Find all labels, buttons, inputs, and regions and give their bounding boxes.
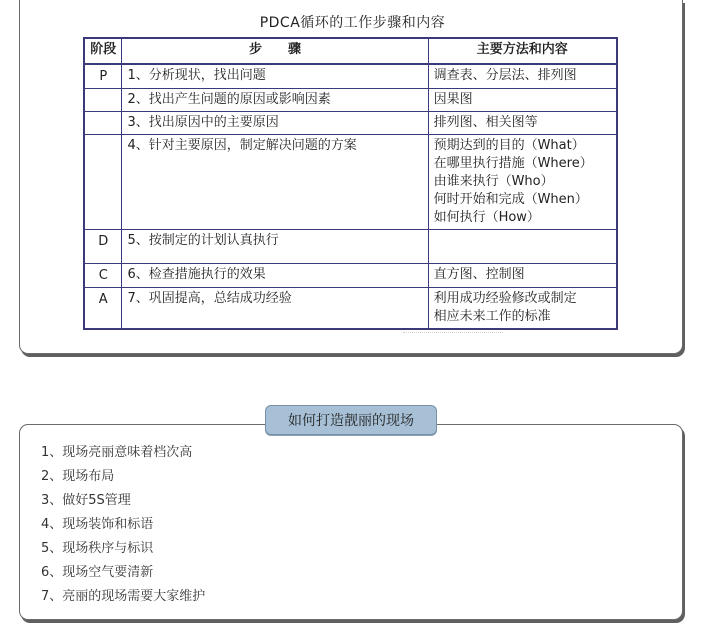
table-row	[84, 288, 617, 330]
list-item: 2、现场布局	[41, 469, 115, 484]
list-item: 3、做好5S管理	[41, 493, 131, 508]
stage-cell: A	[84, 288, 122, 330]
method-cell	[428, 112, 617, 135]
table-row	[84, 64, 617, 89]
list-item: 7、亮丽的现场需要大家维护	[41, 589, 206, 604]
method-line: 何时开始和完成（When）	[433, 192, 588, 207]
step-cell: 3、找出原因中的主要原因	[122, 112, 428, 135]
pdca-table-container	[83, 37, 619, 333]
method-cell	[428, 89, 617, 112]
stage-cell	[84, 89, 122, 112]
section-title-badge: 如何打造靓丽的现场	[265, 405, 437, 435]
method-line: 预期达到的目的（What）	[433, 138, 585, 153]
step-cell: 5、按制定的计划认真执行	[122, 230, 428, 264]
table-row	[84, 112, 617, 135]
method-line: 由谁来执行（Who）	[433, 174, 554, 189]
method-cell	[428, 264, 617, 288]
method-line: 相应未来工作的标准	[433, 309, 551, 324]
method-line: 因果图	[433, 92, 473, 107]
stage-cell: C	[84, 264, 122, 288]
header-step: 步 骤	[122, 38, 428, 64]
step-cell: 7、巩固提高，总结成功经验	[122, 288, 428, 330]
tips-list	[41, 441, 205, 609]
method-line: 如何执行（How）	[433, 210, 540, 225]
stage-cell	[84, 135, 122, 230]
method-cell	[428, 230, 617, 264]
list-item: 6、现场空气要清新	[41, 565, 154, 580]
pdca-table	[83, 37, 618, 330]
table-header-row	[84, 38, 617, 64]
method-cell	[428, 64, 617, 89]
table-row	[84, 230, 617, 264]
method-cell	[428, 288, 617, 330]
table-row	[84, 264, 617, 288]
stage-cell	[84, 112, 122, 135]
method-line: 直方图、控制图	[433, 267, 525, 282]
table-title: PDCA循环的工作步骤和内容	[259, 15, 446, 31]
step-cell: 4、针对主要原因，制定解决问题的方案	[122, 135, 428, 230]
list-item: 5、现场秩序与标识	[41, 541, 154, 556]
header-stage: 阶段	[84, 38, 122, 64]
step-cell: 6、检查措施执行的效果	[122, 264, 428, 288]
step-cell: 2、找出产生问题的原因或影响因素	[122, 89, 428, 112]
divider	[403, 332, 503, 333]
list-item: 4、现场装饰和标语	[41, 517, 154, 532]
header-method: 主要方法和内容	[428, 38, 617, 64]
stage-cell: P	[84, 64, 122, 89]
list-item: 1、现场亮丽意味着档次高	[41, 445, 193, 460]
method-line: 调查表、分层法、排列图	[433, 68, 577, 83]
method-cell	[428, 135, 617, 230]
table-row	[84, 89, 617, 112]
stage-cell: D	[84, 230, 122, 264]
method-line: 在哪里执行措施（Where）	[433, 156, 593, 171]
method-line: 排列图、相关图等	[433, 115, 538, 130]
step-cell: 1、分析现状，找出问题	[122, 64, 428, 89]
table-row	[84, 135, 617, 230]
method-line: 利用成功经验修改或制定	[433, 291, 577, 306]
